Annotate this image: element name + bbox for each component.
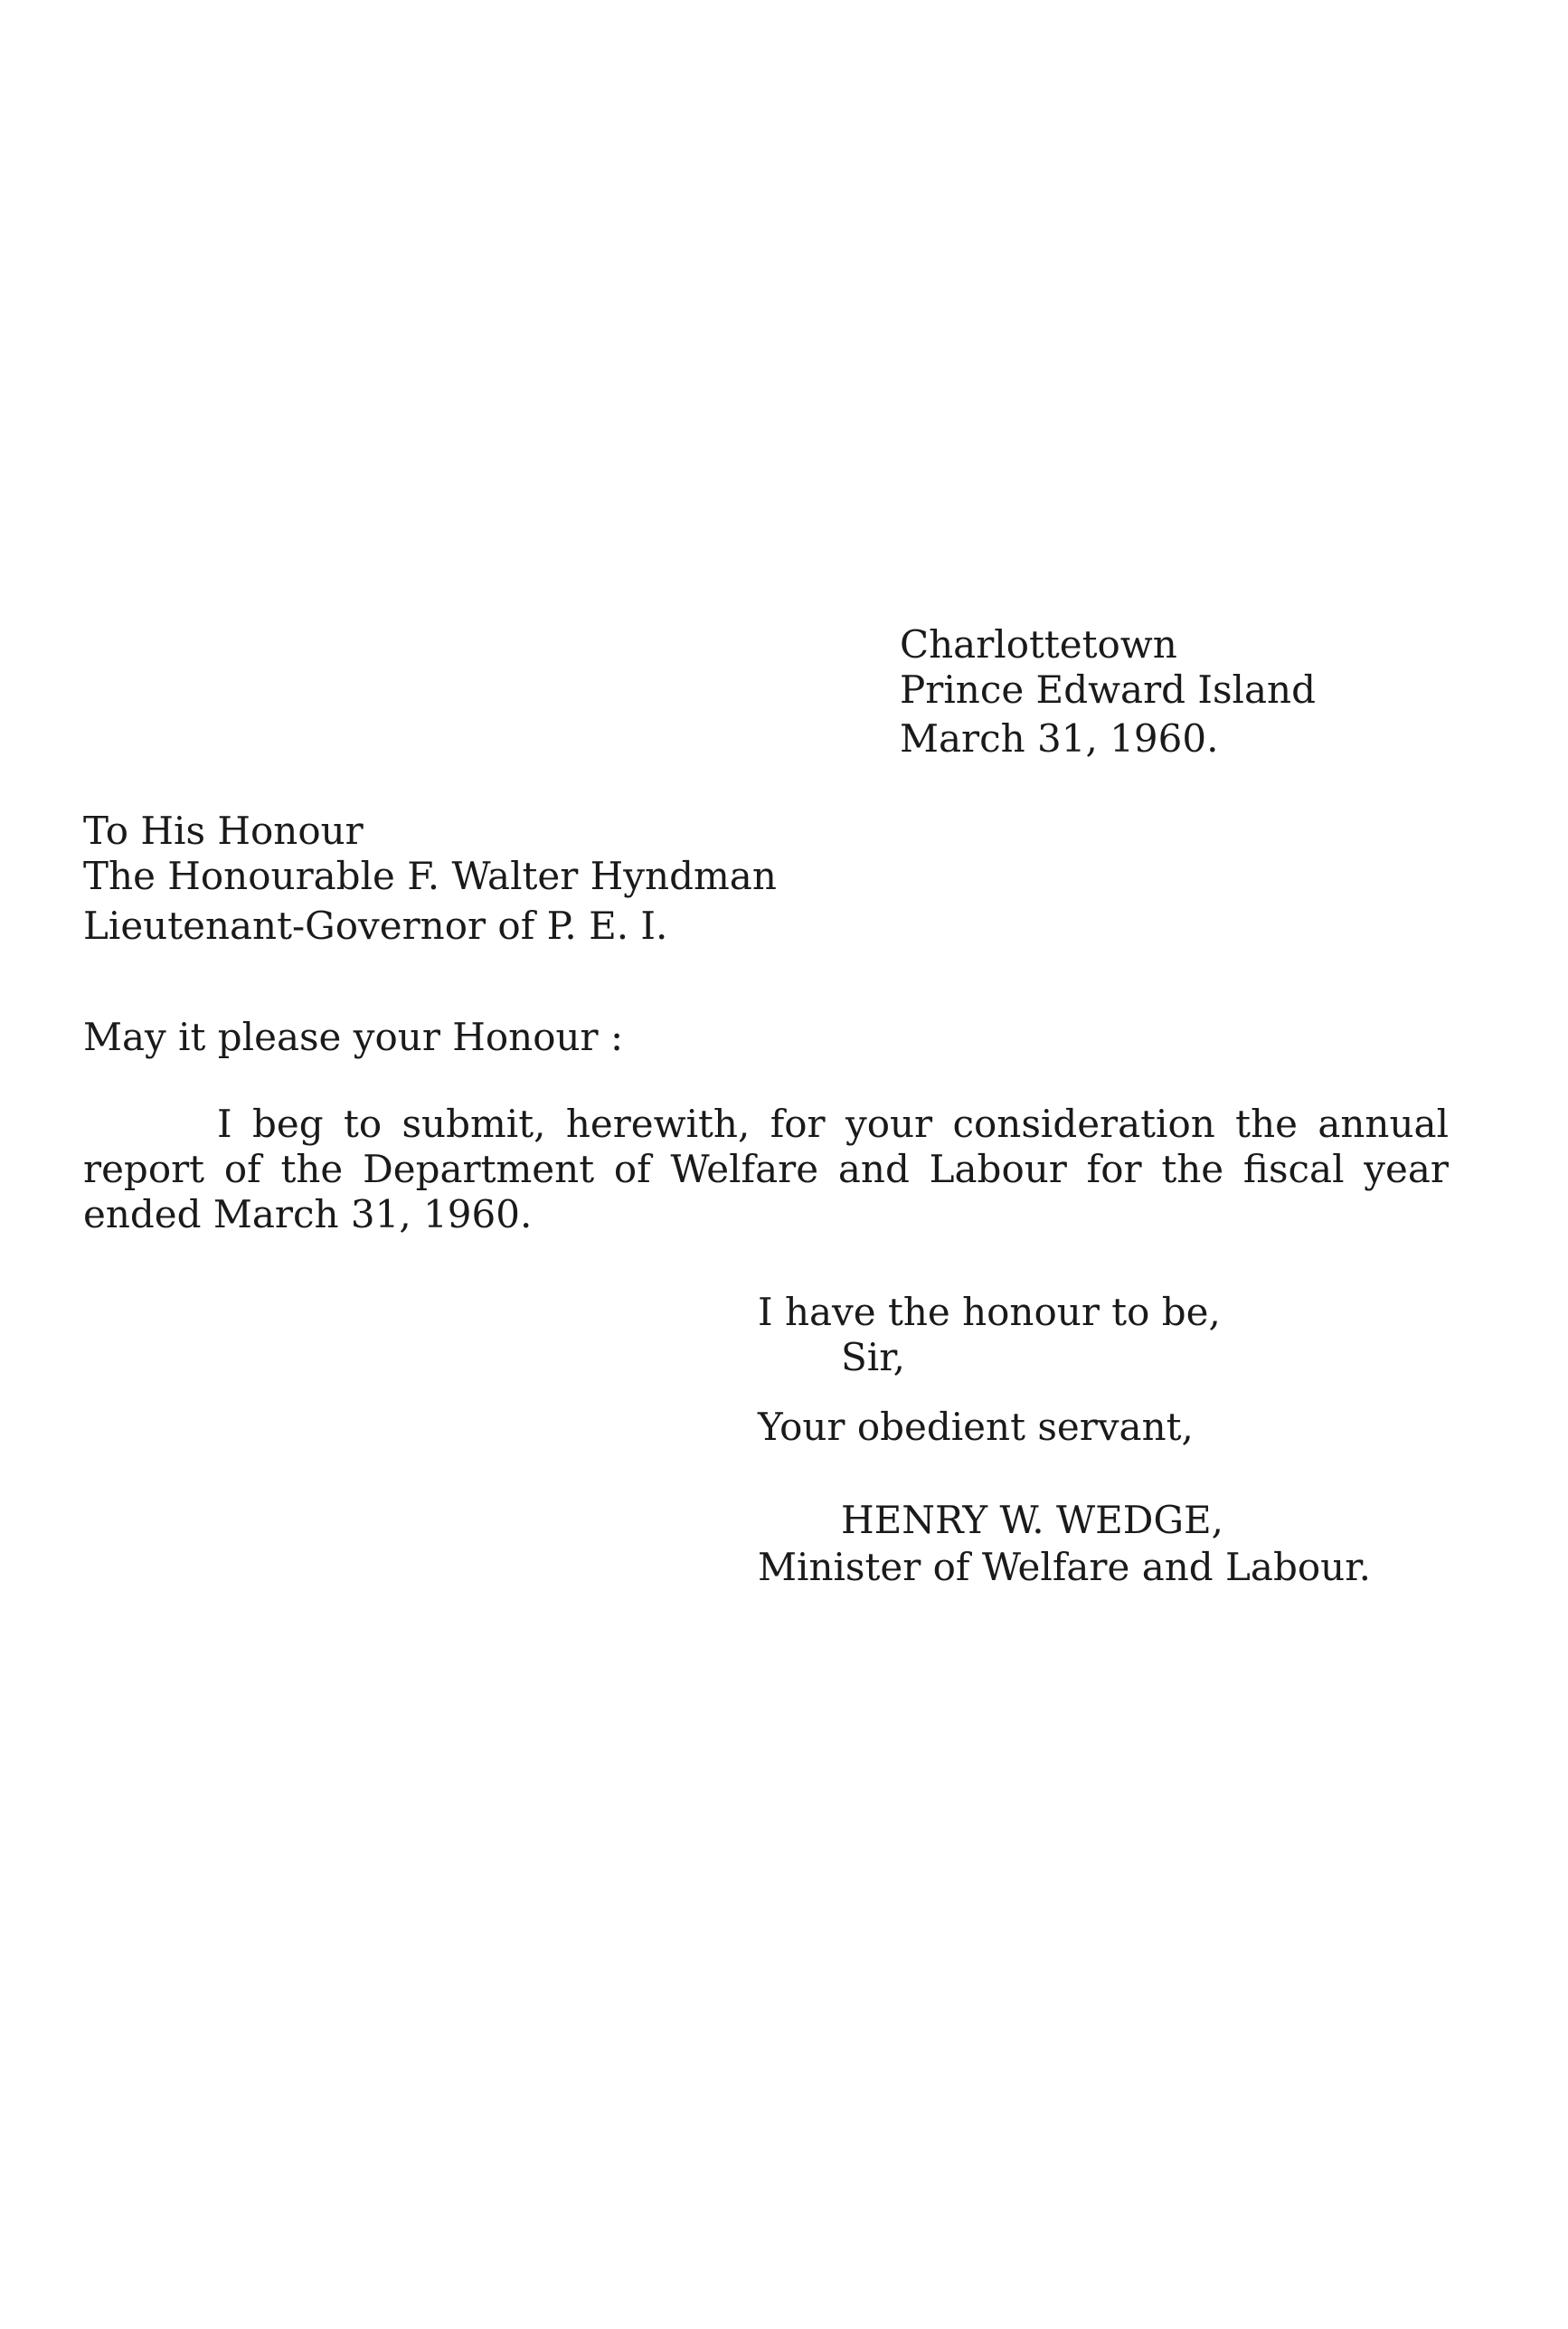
signatory-title: Minister of Welfare and Labour. [758,1545,1372,1589]
addressee-line-1: To His Honour [83,809,364,853]
closing-line-3: Your obedient servant, [758,1405,1194,1449]
letter-date: March 31, 1960. [900,716,1219,761]
place-city: Charlottetown [900,622,1177,667]
body-paragraph: I beg to submit, herewith, for your consideration the annual report of the Department of Welfare and Labour for the fiscal year ended March 31, 1960. [83,1102,1449,1236]
addressee-line-3: Lieutenant-Governor of P. E. I. [83,904,668,948]
addressee-line-2: The Honourable F. Walter Hyndman [83,854,777,898]
salutation: May it please your Honour : [83,1015,624,1059]
signatory-name: HENRY W. WEDGE, [841,1498,1224,1542]
closing-line-1: I have the honour to be, [758,1290,1221,1334]
closing-line-2: Sir, [841,1335,906,1379]
place-province: Prince Edward Island [900,667,1316,712]
